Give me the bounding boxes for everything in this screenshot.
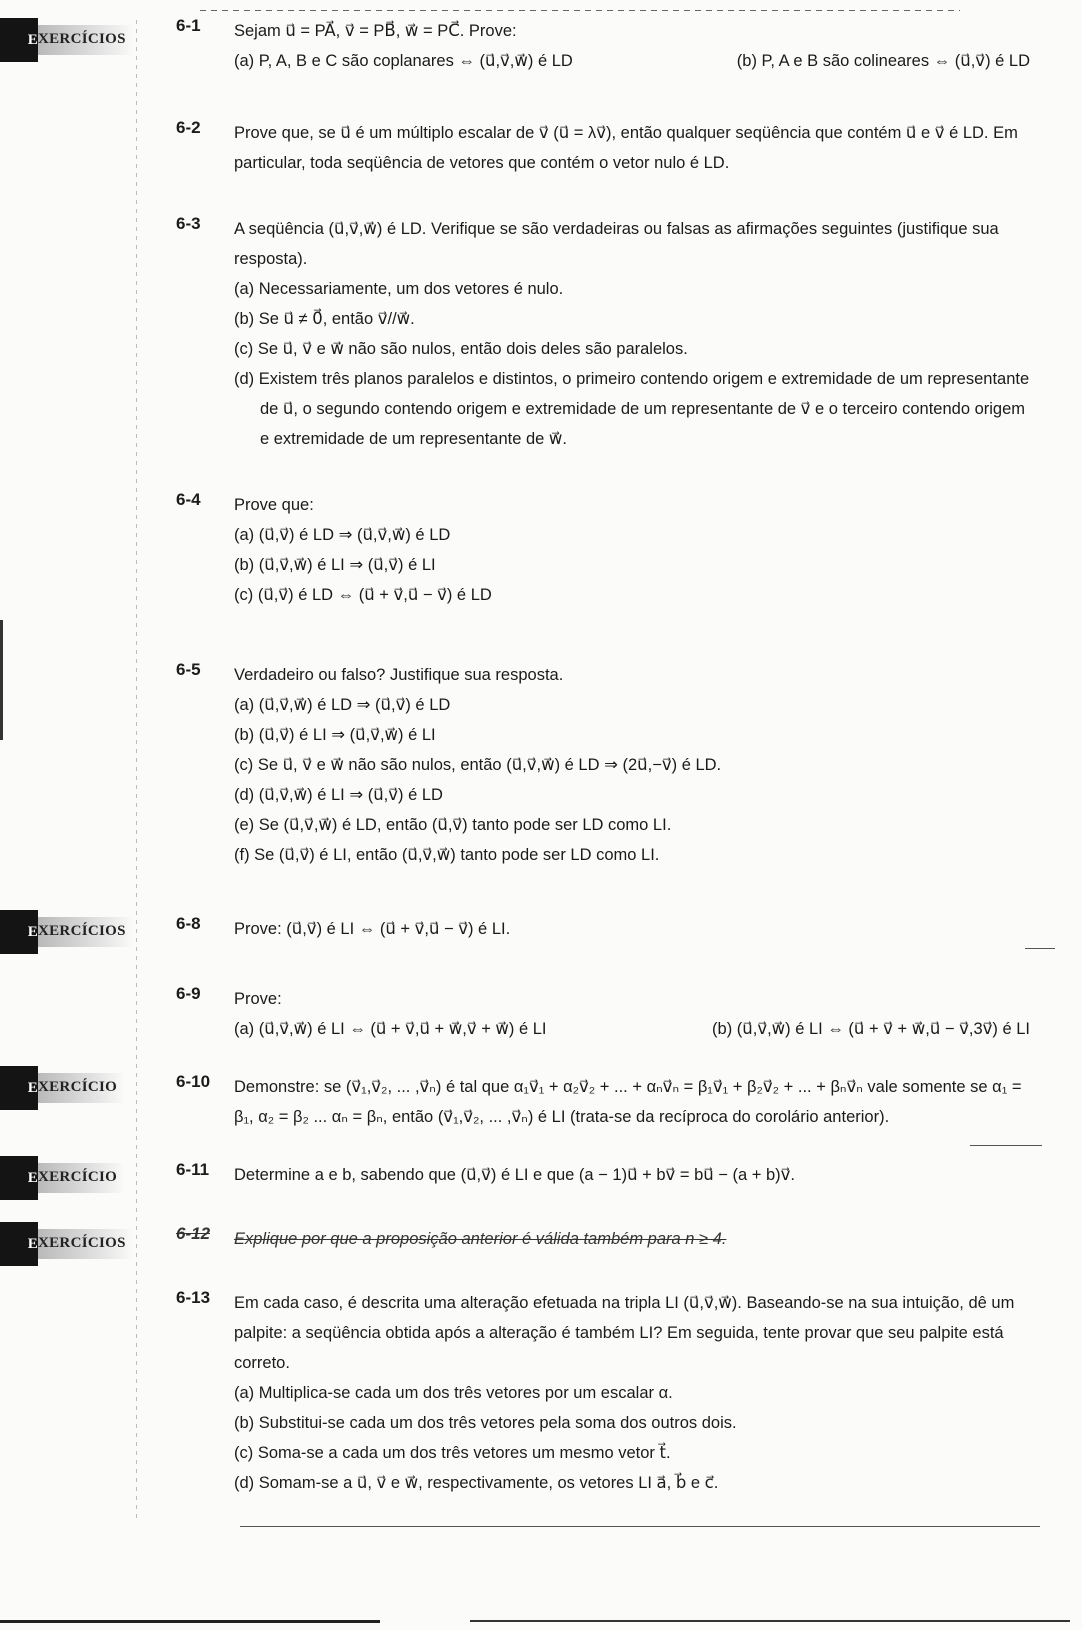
exercise-item: (c) (u⃗,v⃗) é LD ⇔ (u⃗ + v⃗,u⃗ − v⃗) é LD	[234, 586, 492, 604]
badge-initial: E	[27, 1169, 38, 1186]
exercise-item: (a) P, A, B e C são coplanares ⇔ (u⃗,v⃗,w⃗) é LD	[234, 52, 573, 70]
exercise-number: 6-12	[176, 1224, 211, 1243]
exercise-statement: Sejam u⃗ = PA⃗, v⃗ = PB⃗, w⃗ = PC⃗. Prove:	[234, 22, 517, 40]
exercise-statement: Prove que, se u⃗ é um múltiplo escalar de v⃗ (u⃗ = λv⃗), então qualquer seqüência que contém u⃗ e v⃗ é LD. Em particular, toda seqüência de vetores que contém o vetor nulo é LD.	[234, 124, 1018, 172]
exercise-item: (f) Se (u⃗,v⃗) é LI, então (u⃗,v⃗,w⃗) tanto pode ser LD como LI.	[234, 846, 660, 864]
exercise-number: 6-1	[176, 16, 201, 35]
exercise-6-9	[176, 984, 1030, 1044]
exercise-item: (d) (u⃗,v⃗,w⃗) é LI ⇒ (u⃗,v⃗) é LD	[234, 786, 443, 804]
exercise-item-pair	[234, 46, 1030, 76]
exercise-statement: Prove que:	[234, 496, 314, 514]
exercise-number: 6-5	[176, 660, 201, 679]
exercise-statement: Explique por que a proposição anterior é válida também para n ≥ 4.	[234, 1230, 727, 1248]
badge-label: XERCÍCIOS	[38, 923, 126, 940]
exercise-6-5	[176, 660, 1030, 870]
badge-label: XERCÍCIO	[38, 1079, 118, 1096]
exercise-item: (a) (u⃗,v⃗,w⃗) é LI ⇔ (u⃗ + v⃗,u⃗ + w⃗,v⃗ + w⃗) é LI	[234, 1020, 547, 1038]
exercise-statement: Determine a e b, sabendo que (u⃗,v⃗) é LI e que (a − 1)u⃗ + bv⃗ = bu⃗ − (a + b)v⃗.	[234, 1166, 796, 1184]
side-mark-1	[1025, 948, 1055, 949]
badge-label: XERCÍCIO	[38, 1169, 118, 1186]
exercise-6-10	[176, 1072, 1030, 1132]
exercise-statement: Em cada caso, é descrita uma alteração efetuada na tripla LI (u⃗,v⃗,w⃗). Baseando-se na sua intuição, dê um palpite: a seqüência obtida após a alteração é também LI? Em seguida, tente provar que seu palpite está correto.	[234, 1294, 1015, 1372]
exercise-6-1	[176, 16, 1030, 76]
left-edge-mark	[0, 620, 3, 740]
side-mark-2	[970, 1145, 1042, 1146]
badge-label: XERCÍCIOS	[38, 31, 126, 48]
exercise-statement: Verdadeiro ou falso? Justifique sua resposta.	[234, 666, 564, 684]
exercise-badge	[0, 1156, 145, 1200]
badge-initial: E	[27, 1235, 38, 1252]
exercise-number: 6-8	[176, 914, 201, 933]
exercise-item: (d) Existem três planos paralelos e distintos, o primeiro contendo origem e extremidade de um representante de u⃗, o segundo contendo origem e extremidade de um representante de v⃗ e o terceiro contendo origem e extremidade de um representante de w⃗.	[234, 370, 1030, 448]
exercise-6-13	[176, 1288, 1030, 1498]
badge-initial: E	[27, 1079, 38, 1096]
exercise-statement: Prove: (u⃗,v⃗) é LI ⇔ (u⃗ + v⃗,u⃗ − v⃗) é LI.	[234, 920, 511, 938]
exercise-statement: A seqüência (u⃗,v⃗,w⃗) é LD. Verifique se são verdadeiras ou falsas as afirmações seguintes (justifique sua resposta).	[234, 220, 999, 268]
top-dashed-rule	[200, 10, 960, 11]
exercise-badge	[0, 910, 145, 954]
exercise-item: (a) Multiplica-se cada um dos três vetores por um escalar α.	[234, 1384, 673, 1402]
exercise-6-3	[176, 214, 1030, 454]
exercise-item: (c) Se u⃗, v⃗ e w⃗ não são nulos, então dois deles são paralelos.	[234, 340, 688, 358]
exercise-6-8	[176, 914, 1030, 944]
exercise-item-pair	[234, 1014, 1030, 1044]
exercise-item: (b) P, A e B são colineares ⇔ (u⃗,v⃗) é LD	[736, 52, 1030, 70]
exercise-item: (c) Se u⃗, v⃗ e w⃗ não são nulos, então (u⃗,v⃗,w⃗) é LD ⇒ (2u⃗,−v⃗) é LD.	[234, 756, 722, 774]
exercise-item: (d) Somam-se a u⃗, v⃗ e w⃗, respectivamente, os vetores LI a⃗, b⃗ e c⃗.	[234, 1474, 719, 1492]
exercise-statement: Demonstre: se (v⃗₁,v⃗₂, ... ,v⃗ₙ) é tal que α₁v⃗₁ + α₂v⃗₂ + ... + αₙv⃗ₙ = β₁v⃗₁ + β₂v⃗₂ + ... + βₙv⃗ₙ vale somente se α₁ = β₁, α₂ = β₂ ... αₙ = βₙ, então (v⃗₁,v⃗₂, ... ,v⃗ₙ) é LI (trata-se da recíproca do corolário anterior).	[234, 1078, 1022, 1126]
exercise-item: (b) Se u⃗ ≠ 0⃗, então v⃗//w⃗.	[234, 310, 415, 328]
exercise-item: (a) (u⃗,v⃗,w⃗) é LD ⇒ (u⃗,v⃗) é LD	[234, 696, 451, 714]
exercise-number: 6-4	[176, 490, 201, 509]
exercise-badge	[0, 1066, 145, 1110]
exercise-item: (b) (u⃗,v⃗) é LI ⇒ (u⃗,v⃗,w⃗) é LI	[234, 726, 436, 744]
exercise-item: (b) (u⃗,v⃗,w⃗) é LI ⇒ (u⃗,v⃗) é LI	[234, 556, 436, 574]
margin-guide	[136, 20, 137, 1520]
exercise-6-4	[176, 490, 1030, 610]
exercise-6-2	[176, 118, 1030, 178]
exercise-badge	[0, 18, 145, 62]
exercise-6-11	[176, 1160, 1030, 1190]
exercise-number: 6-11	[176, 1160, 210, 1179]
exercise-number: 6-3	[176, 214, 201, 233]
exercise-item: (e) Se (u⃗,v⃗,w⃗) é LD, então (u⃗,v⃗) tanto pode ser LD como LI.	[234, 816, 672, 834]
exercise-item: (a) (u⃗,v⃗) é LD ⇒ (u⃗,v⃗,w⃗) é LD	[234, 526, 451, 544]
exercise-item: (a) Necessariamente, um dos vetores é nulo.	[234, 280, 564, 298]
badge-initial: E	[27, 923, 38, 940]
exercise-item: (b) Substitui-se cada um dos três vetores pela soma dos outros dois.	[234, 1414, 737, 1432]
exercise-6-12	[176, 1224, 1030, 1254]
exercise-number: 6-10	[176, 1072, 211, 1091]
badge-label: XERCÍCIOS	[38, 1235, 126, 1252]
exercise-item: (b) (u⃗,v⃗,w⃗) é LI ⇔ (u⃗ + v⃗ + w⃗,u⃗ − v⃗,3v⃗) é LI	[712, 1020, 1030, 1038]
exercise-number: 6-13	[176, 1288, 211, 1307]
exercise-number: 6-2	[176, 118, 201, 137]
bottom-rule	[240, 1526, 1040, 1527]
exercise-badge	[0, 1222, 145, 1266]
exercise-item: (c) Soma-se a cada um dos três vetores um mesmo vetor t⃗.	[234, 1444, 671, 1462]
badge-initial: E	[27, 31, 38, 48]
exercise-number: 6-9	[176, 984, 201, 1003]
footer-rule-left	[0, 1620, 380, 1623]
footer-rule-right	[470, 1620, 1070, 1622]
exercise-statement: Prove:	[234, 990, 282, 1008]
